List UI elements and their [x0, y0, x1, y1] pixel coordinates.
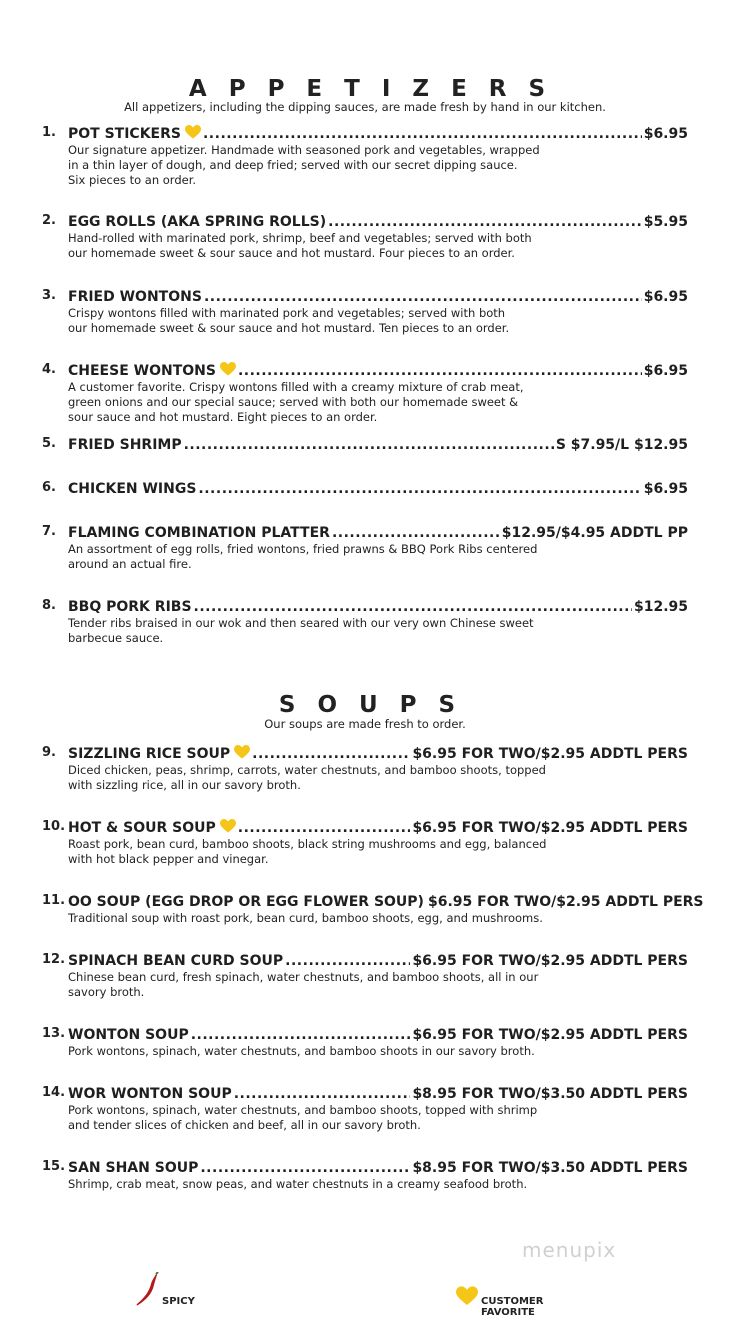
soups-title: SOUPS — [278, 692, 478, 718]
description-line: with hot black pepper and vinegar. — [68, 852, 269, 866]
item-price: $6.95 FOR TWO/$2.95 ADDTL PERS — [412, 746, 688, 762]
item-number: 5. — [42, 436, 56, 451]
item-name-text: CHICKEN WINGS — [68, 481, 197, 497]
description-line: Pork wontons, spinach, water chestnuts, and bamboo shoots in our savory broth. — [68, 1044, 535, 1058]
item-name-text: SPINACH BEAN CURD SOUP — [68, 953, 284, 969]
heart-icon — [185, 125, 201, 139]
description-line: savory broth. — [68, 985, 145, 999]
item-name — [68, 745, 250, 763]
item-name — [68, 436, 182, 454]
item-name — [68, 362, 236, 380]
item-name-text: OO SOUP (EGG DROP OR EGG FLOWER SOUP) — [68, 894, 424, 910]
item-price: $12.95 — [633, 599, 688, 615]
appetizers-title: APPETIZERS — [188, 76, 568, 102]
description-line: A customer favorite. Crispy wontons filled with a creamy mixture of crab meat, — [68, 380, 524, 394]
item-header — [68, 952, 688, 970]
description-line: Pork wontons, spinach, water chestnuts, and bamboo shoots, topped with shrimp — [68, 1103, 538, 1117]
description-line: Shrimp, crab meat, snow peas, and water chestnuts in a creamy seafood broth. — [68, 1177, 528, 1191]
dot-leader — [238, 819, 411, 837]
item-number: 9. — [42, 745, 56, 760]
dot-leader — [328, 213, 642, 231]
dot-leader — [191, 1026, 411, 1044]
item-name-text: SIZZLING RICE SOUP — [68, 746, 231, 762]
description-line: Six pieces to an order. — [68, 173, 197, 187]
item-price: S $7.95/L $12.95 — [555, 437, 688, 453]
item-description — [68, 1103, 588, 1133]
dot-leader — [285, 952, 410, 970]
description-line: Tender ribs braised in our wok and then seared with our very own Chinese sweet — [68, 616, 534, 630]
item-price: $6.95 — [643, 126, 688, 142]
description-line: our homemade sweet & sour sauce and hot mustard. Four pieces to an order. — [68, 246, 515, 260]
dot-leader — [234, 1085, 411, 1103]
item-description — [68, 616, 588, 646]
item-name — [68, 1026, 189, 1044]
item-description — [68, 542, 588, 572]
description-line: sour sauce and hot mustard. Eight pieces to an order. — [68, 410, 378, 424]
dot-leader — [194, 598, 632, 616]
item-price: $8.95 FOR TWO/$3.50 ADDTL PERS — [412, 1086, 688, 1102]
dot-leader — [252, 745, 410, 763]
item-name — [68, 598, 192, 616]
item-header — [68, 1085, 688, 1103]
item-header — [68, 745, 688, 763]
item-header — [68, 436, 688, 454]
item-name — [68, 125, 201, 143]
item-number: 3. — [42, 288, 56, 303]
item-number: 8. — [42, 598, 56, 613]
item-header — [68, 125, 688, 143]
dot-leader — [203, 125, 642, 143]
description-line: Diced chicken, peas, shrimp, carrots, water chestnuts, and bamboo shoots, topped — [68, 763, 546, 777]
item-header — [68, 1159, 688, 1177]
description-line: with sizzling rice, all in our savory broth. — [68, 778, 301, 792]
item-number: 15. — [42, 1159, 66, 1174]
description-line: and tender slices of chicken and beef, all in our savory broth. — [68, 1118, 421, 1132]
item-header — [68, 893, 704, 911]
item-name-text: HOT & SOUR SOUP — [68, 820, 216, 836]
item-name — [68, 952, 283, 970]
dot-leader — [204, 288, 642, 306]
description-line: barbecue sauce. — [68, 631, 164, 645]
item-name — [68, 480, 196, 498]
item-header — [68, 288, 688, 306]
dot-leader — [238, 362, 642, 380]
item-name-text: FLAMING COMBINATION PLATTER — [68, 525, 330, 541]
dot-leader — [332, 524, 500, 542]
item-header — [68, 598, 688, 616]
legend-favorite-label: CUSTOMER FAVORITE — [481, 1296, 544, 1318]
item-header — [68, 819, 688, 837]
item-price: $6.95 — [643, 289, 688, 305]
item-header — [68, 362, 688, 380]
item-name — [68, 819, 236, 837]
item-name-text: WONTON SOUP — [68, 1027, 189, 1043]
item-price: $6.95 — [643, 363, 688, 379]
heart-icon — [220, 362, 236, 376]
item-price: $6.95 FOR TWO/$2.95 ADDTL PERS — [412, 1027, 688, 1043]
description-line: our homemade sweet & sour sauce and hot mustard. Ten pieces to an order. — [68, 321, 510, 335]
item-number: 11. — [42, 893, 66, 908]
item-name — [68, 213, 326, 231]
item-description — [68, 970, 588, 1000]
item-name-text: FRIED SHRIMP — [68, 437, 182, 453]
item-name-text: CHEESE WONTONS — [68, 363, 216, 379]
description-line: An assortment of egg rolls, fried wontons, fried prawns & BBQ Pork Ribs centered — [68, 542, 538, 556]
item-name — [68, 1085, 232, 1103]
item-price: $5.95 — [643, 214, 688, 230]
item-name — [68, 1159, 198, 1177]
item-number: 12. — [42, 952, 66, 967]
item-header — [68, 213, 688, 231]
description-line: Traditional soup with roast pork, bean curd, bamboo shoots, egg, and mushrooms. — [68, 911, 543, 925]
item-name-text: BBQ PORK RIBS — [68, 599, 192, 615]
item-description — [68, 231, 588, 261]
item-number: 2. — [42, 213, 56, 228]
item-header — [68, 480, 688, 498]
item-description — [68, 380, 588, 425]
description-line: green onions and our special sauce; served with both our homemade sweet & — [68, 395, 519, 409]
item-description — [68, 1044, 588, 1059]
heart-icon — [456, 1286, 478, 1306]
item-description — [68, 837, 588, 867]
description-line: in a thin layer of dough, and deep fried; served with our secret dipping sauce. — [68, 158, 518, 172]
item-name-text: SAN SHAN SOUP — [68, 1160, 199, 1176]
item-price: $6.95 — [643, 481, 688, 497]
item-price: $6.95 FOR TWO/$2.95 ADDTL PERS — [412, 820, 688, 836]
item-number: 10. — [42, 819, 66, 834]
item-name-text: EGG ROLLS (AKA SPRING ROLLS) — [68, 214, 327, 230]
item-description — [68, 763, 588, 793]
chili-pepper-icon — [134, 1272, 160, 1308]
item-number: 7. — [42, 524, 56, 539]
item-name-text: POT STICKERS — [68, 126, 181, 142]
menupix-watermark: menupix — [522, 1238, 617, 1262]
item-name-text: WOR WONTON SOUP — [68, 1086, 232, 1102]
soups-subtitle: Our soups are made fresh to order. — [264, 717, 466, 731]
description-line: Our signature appetizer. Handmade with seasoned pork and vegetables, wrapped — [68, 143, 540, 157]
item-header — [68, 524, 688, 542]
description-line: Roast pork, bean curd, bamboo shoots, black string mushrooms and egg, balanced — [68, 837, 547, 851]
item-name-text: FRIED WONTONS — [68, 289, 202, 305]
item-price: $12.95/$4.95 ADDTL PP — [501, 525, 688, 541]
item-description — [68, 1177, 588, 1192]
heart-icon — [234, 745, 250, 759]
dot-leader — [200, 1159, 410, 1177]
item-description — [68, 143, 588, 188]
description-line: around an actual fire. — [68, 557, 192, 571]
item-number: 4. — [42, 362, 56, 377]
item-number: 13. — [42, 1026, 66, 1041]
appetizers-subtitle: All appetizers, including the dipping sauces, are made fresh by hand in our kitchen. — [124, 100, 606, 114]
item-name — [68, 524, 330, 542]
description-line: Crispy wontons filled with marinated pork and vegetables; served with both — [68, 306, 506, 320]
description-line: Hand-rolled with marinated pork, shrimp, beef and vegetables; served with both — [68, 231, 532, 245]
item-number: 14. — [42, 1085, 66, 1100]
item-name — [68, 893, 424, 911]
item-name — [68, 288, 202, 306]
dot-leader — [198, 480, 641, 498]
dot-leader — [184, 436, 554, 454]
item-price: $8.95 FOR TWO/$3.50 ADDTL PERS — [412, 1160, 688, 1176]
legend-spicy-label: SPICY — [162, 1296, 195, 1307]
item-price: $6.95 FOR TWO/$2.95 ADDTL PERS — [427, 894, 704, 910]
description-line: Chinese bean curd, fresh spinach, water chestnuts, and bamboo shoots, all in our — [68, 970, 539, 984]
item-number: 6. — [42, 480, 56, 495]
item-header — [68, 1026, 688, 1044]
item-description — [68, 911, 588, 926]
item-number: 1. — [42, 125, 56, 140]
item-price: $6.95 FOR TWO/$2.95 ADDTL PERS — [412, 953, 688, 969]
heart-icon — [220, 819, 236, 833]
item-description — [68, 306, 588, 336]
